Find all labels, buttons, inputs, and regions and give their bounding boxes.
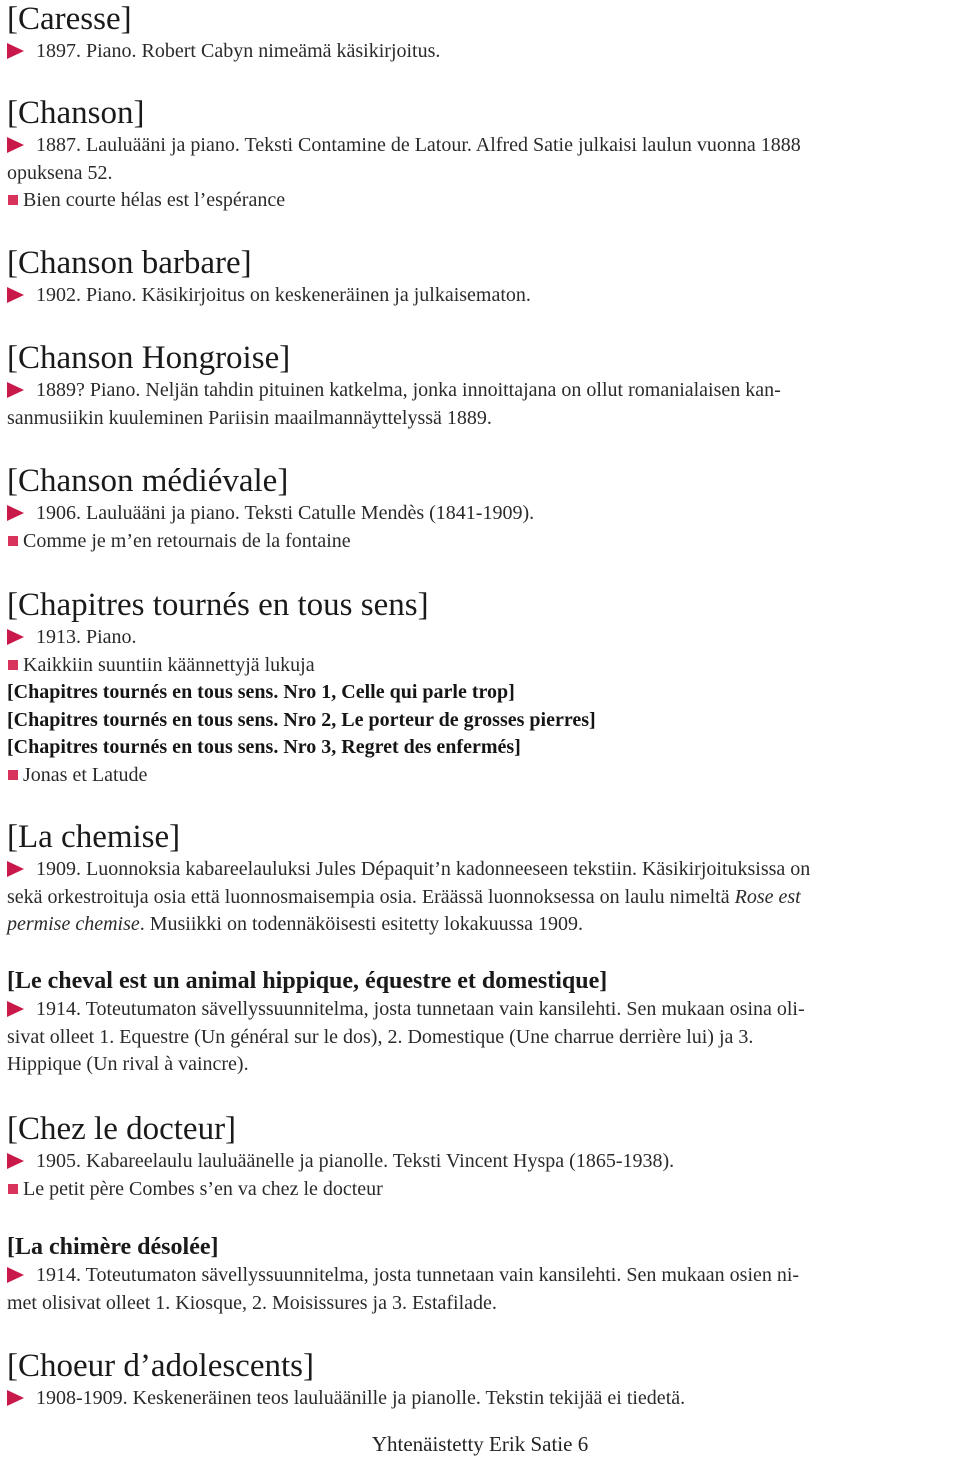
song-title: Le petit père Combes s’en va chez le docteur <box>7 1176 957 1204</box>
play-triangle-icon <box>7 137 24 153</box>
entry-title: [La chimère désolée] <box>7 1234 219 1260</box>
entry-la-chemise <box>7 818 957 939</box>
entry-description: 1887. Lauluääni ja piano. Teksti Contamine de Latour. Alfred Satie julkaisi laulun vuonna 1888 <box>7 132 957 160</box>
subentry-title: [Chapitres tournés en tous sens. Nro 2, Le porteur de grosses pierres] <box>7 708 596 731</box>
entry-le-cheval <box>7 966 957 1079</box>
entry-title: [Chanson Hongroise] <box>7 340 291 376</box>
entry-description: 1902. Piano. Käsikirjoitus on keskeneräinen ja julkaisematon. <box>7 282 957 310</box>
entry-description: 1914. Toteutumaton sävellyssuunnitelma, josta tunnetaan vain kansilehti. Sen mukaan osien ni- <box>7 1262 957 1290</box>
entry-title: [Choeur d’adolescents] <box>7 1348 314 1384</box>
entry-description: 1913. Piano. <box>7 624 957 652</box>
entry-description-cont: sanmusiikin kuuleminen Pariisin maailmannäyttelyssä 1889. <box>7 406 492 429</box>
play-triangle-icon <box>7 1390 24 1406</box>
song-title: Kaikkiin suuntiin käännettyjä lukuja <box>7 652 957 680</box>
entry-title: [Chanson barbare] <box>7 245 252 281</box>
entry-title: [Chez le docteur] <box>7 1111 237 1147</box>
play-triangle-icon <box>7 505 24 521</box>
entry-description-cont: Hippique (Un rival à vaincre). <box>7 1053 249 1076</box>
play-triangle-icon <box>7 43 24 59</box>
entry-title: [Chanson médiévale] <box>7 463 289 499</box>
square-bullet-icon <box>8 536 18 546</box>
page-number: 6 <box>577 1432 589 1456</box>
page-footer <box>0 1430 960 1458</box>
entry-description: 1889? Piano. Neljän tahdin pituinen katkelma, jonka innoittajana on ollut romanialaisen kan- <box>7 377 957 405</box>
square-bullet-icon <box>8 1184 18 1194</box>
subentry-title: [Chapitres tournés en tous sens. Nro 3, Regret des enfermés] <box>7 736 521 759</box>
entry-description-cont: sivat olleet 1. Equestre (Un général sur le dos), 2. Domestique (Une charrue derrière lui) ja 3. <box>7 1025 754 1048</box>
play-triangle-icon <box>7 1267 24 1283</box>
entry-description: 1905. Kabareelaulu lauluäänelle ja pianolle. Teksti Vincent Hyspa (1865-1938). <box>7 1148 957 1176</box>
song-title: Jonas et Latude <box>7 762 957 790</box>
entry-description: 1908-1909. Keskeneräinen teos lauluäänille ja pianolle. Tekstin tekijää ei tiedetä. <box>7 1385 957 1413</box>
entry-caresse <box>7 0 957 66</box>
entry-description: 1914. Toteutumaton sävellyssuunnitelma, josta tunnetaan vain kansilehti. Sen mukaan osina oli- <box>7 996 957 1024</box>
entry-la-chimere-desolee <box>7 1232 957 1317</box>
entry-title: [Caresse] <box>7 1 132 37</box>
entry-title: [Le cheval est un animal hippique, équestre et domestique] <box>7 968 608 994</box>
song-title: Comme je m’en retournais de la fontaine <box>7 528 957 556</box>
square-bullet-icon <box>8 195 18 205</box>
play-triangle-icon <box>7 1153 24 1169</box>
subentry-title: [Chapitres tournés en tous sens. Nro 1, Celle qui parle trop] <box>7 681 515 704</box>
entry-description: 1906. Lauluääni ja piano. Teksti Catulle Mendès (1841-1909). <box>7 500 957 528</box>
entry-description-cont: sekä orkestroituja osia että luonnosmaisempia osia. Eräässä luonnoksessa on laulu nimeltä Rose est <box>7 885 801 908</box>
song-title: Bien courte hélas est l’espérance <box>7 187 957 215</box>
entry-title: [La chemise] <box>7 819 181 855</box>
entry-title: [Chapitres tournés en tous sens] <box>7 587 429 623</box>
entry-choeur-dadolescents <box>7 1347 957 1413</box>
square-bullet-icon <box>8 660 18 670</box>
play-triangle-icon <box>7 629 24 645</box>
play-triangle-icon <box>7 861 24 877</box>
play-triangle-icon <box>7 382 24 398</box>
entry-description: 1909. Luonnoksia kabareelauluksi Jules Dépaquit’n kadonneeseen tekstiin. Käsikirjoituksissa on <box>7 856 957 884</box>
entry-chapitres-tournes <box>7 586 957 790</box>
entry-chanson <box>7 94 957 215</box>
entry-chez-le-docteur <box>7 1110 957 1203</box>
play-triangle-icon <box>7 1001 24 1017</box>
entry-description-cont: met olisivat olleet 1. Kiosque, 2. Moisissures ja 3. Estafilade. <box>7 1291 497 1314</box>
footer-title: Yhtenäistetty Erik Satie <box>371 1432 573 1456</box>
entry-chanson-medievale <box>7 462 957 555</box>
entry-chanson-barbare <box>7 244 957 310</box>
entry-description-cont: opuksena 52. <box>7 161 113 184</box>
play-triangle-icon <box>7 287 24 303</box>
square-bullet-icon <box>8 770 18 780</box>
entry-title: [Chanson] <box>7 95 145 131</box>
entry-chanson-hongroise <box>7 339 957 432</box>
entry-description-cont: permise chemise. Musiikki on todennäköisesti esitetty lokakuussa 1909. <box>7 913 584 936</box>
entry-description: 1897. Piano. Robert Cabyn nimeämä käsikirjoitus. <box>7 38 957 66</box>
